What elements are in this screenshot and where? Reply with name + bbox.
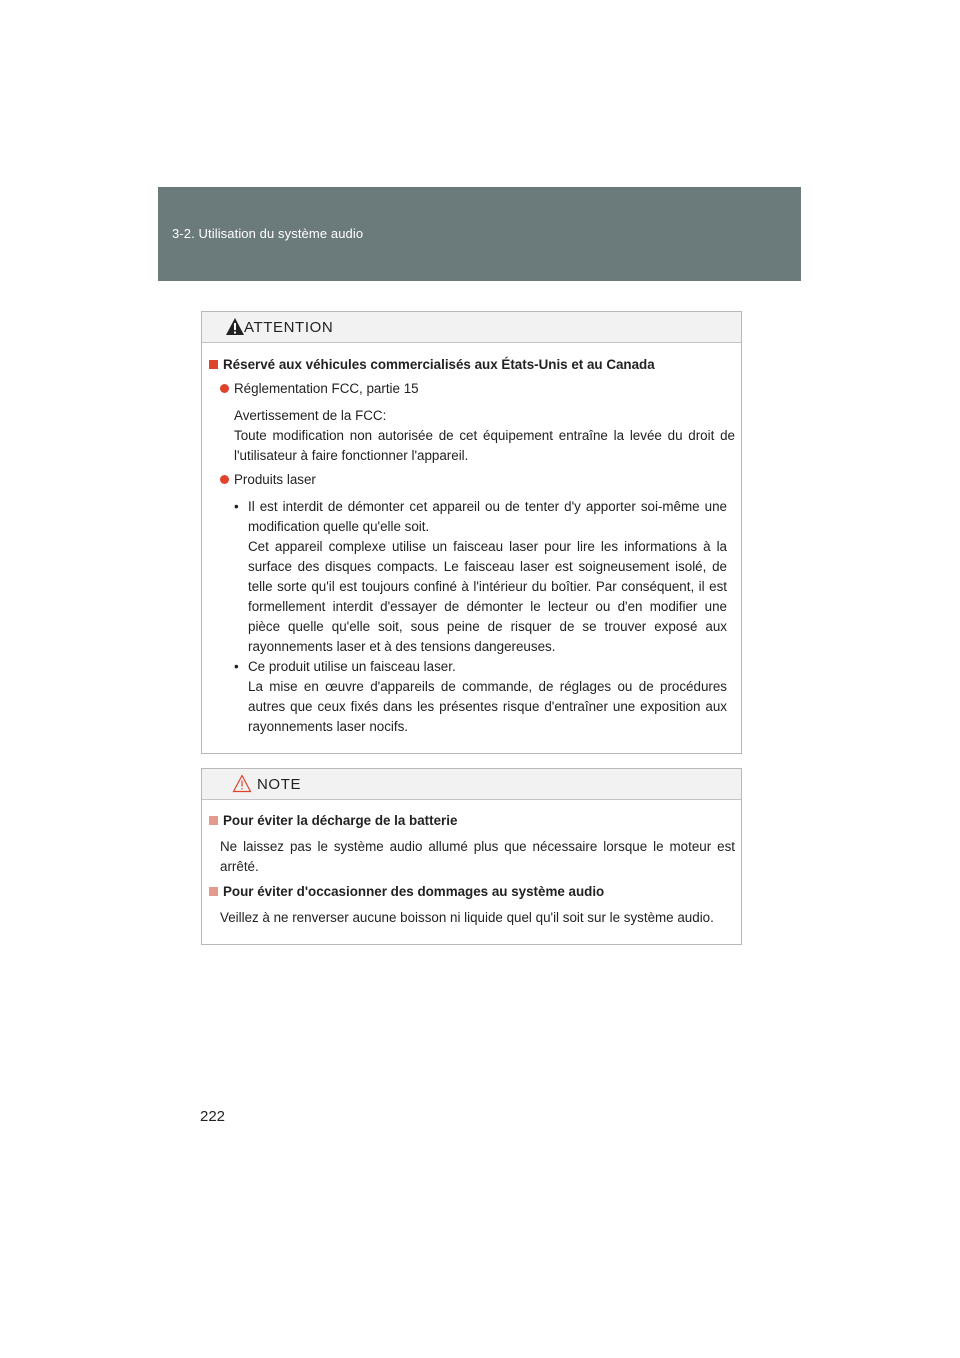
note-paragraph-2: Veillez à ne renverser aucune boisson ni liquide quel qu'il soit sur le système audio. bbox=[220, 910, 714, 925]
bullet-glyph: • bbox=[234, 499, 239, 514]
laser-bullet-1-a: Il est interdit de démonter cet appareil ou de tenter d'y apporter soi-même une modification quelle qu'elle soit. bbox=[248, 499, 727, 534]
attention-header bbox=[202, 312, 741, 343]
square-bullet-icon bbox=[209, 816, 218, 825]
attention-label: ATTENTION bbox=[244, 319, 334, 336]
note-heading-2: Pour éviter d'occasionner des dommages au système audio bbox=[209, 882, 735, 902]
round-bullet-icon bbox=[220, 475, 229, 484]
warning-icon bbox=[225, 317, 245, 336]
laser-bullet-1 bbox=[234, 497, 727, 657]
warning-outline-icon bbox=[232, 774, 252, 793]
square-bullet-icon bbox=[209, 360, 218, 369]
laser-bullet-2-a: Ce produit utilise un faisceau laser. bbox=[248, 659, 456, 674]
round-bullet-icon bbox=[220, 384, 229, 393]
section-title: 3-2. Utilisation du système audio bbox=[172, 226, 364, 241]
note-label: NOTE bbox=[257, 776, 302, 793]
fcc-warning-title: Avertissement de la FCC: bbox=[234, 408, 387, 423]
attention-box bbox=[201, 311, 742, 754]
note-box bbox=[201, 768, 742, 945]
attention-heading: Réservé aux véhicules commercialisés aux États-Unis et au Canada bbox=[209, 355, 734, 375]
note-header bbox=[202, 769, 741, 800]
note-heading-1: Pour éviter la décharge de la batterie bbox=[209, 811, 735, 831]
fcc-item bbox=[220, 379, 734, 399]
laser-title: Produits laser bbox=[234, 472, 316, 487]
page-number: 222 bbox=[200, 1108, 226, 1125]
square-bullet-icon bbox=[209, 887, 218, 896]
laser-item bbox=[220, 470, 734, 490]
note-paragraph-1: Ne laissez pas le système audio allumé plus que nécessaire lorsque le moteur est arrêté. bbox=[220, 839, 735, 874]
section-header-bar bbox=[158, 187, 801, 281]
laser-bullet-2-b: La mise en œuvre d'appareils de commande, de réglages ou de procédures autres que ceux fixés dans les présentes risque d'entraîner une exposition aux rayonnements laser nocifs. bbox=[248, 679, 727, 734]
fcc-warning-text: Toute modification non autorisée de cet équipement entraîne la levée du droit de l'utilisateur à faire fonctionner l'appareil. bbox=[234, 428, 735, 463]
laser-bullet-2 bbox=[234, 657, 727, 737]
laser-bullet-1-b: Cet appareil complexe utilise un faisceau laser pour lire les informations à la surface des disques compacts. Le faisceau laser est soigneusement isolé, de telle sorte qu'il est toujours confiné à l'intérieur du boîtier. Par conséquent, il est formellement interdit d'essayer de démonter le lecteur ou d'en modifier une pièce quelle qu'elle soit, sous peine de risquer de se trouver exposé aux rayonnements laser et à des tensions dangereuses. bbox=[248, 539, 727, 654]
bullet-glyph: • bbox=[234, 659, 239, 674]
fcc-title: Réglementation FCC, partie 15 bbox=[234, 381, 419, 396]
